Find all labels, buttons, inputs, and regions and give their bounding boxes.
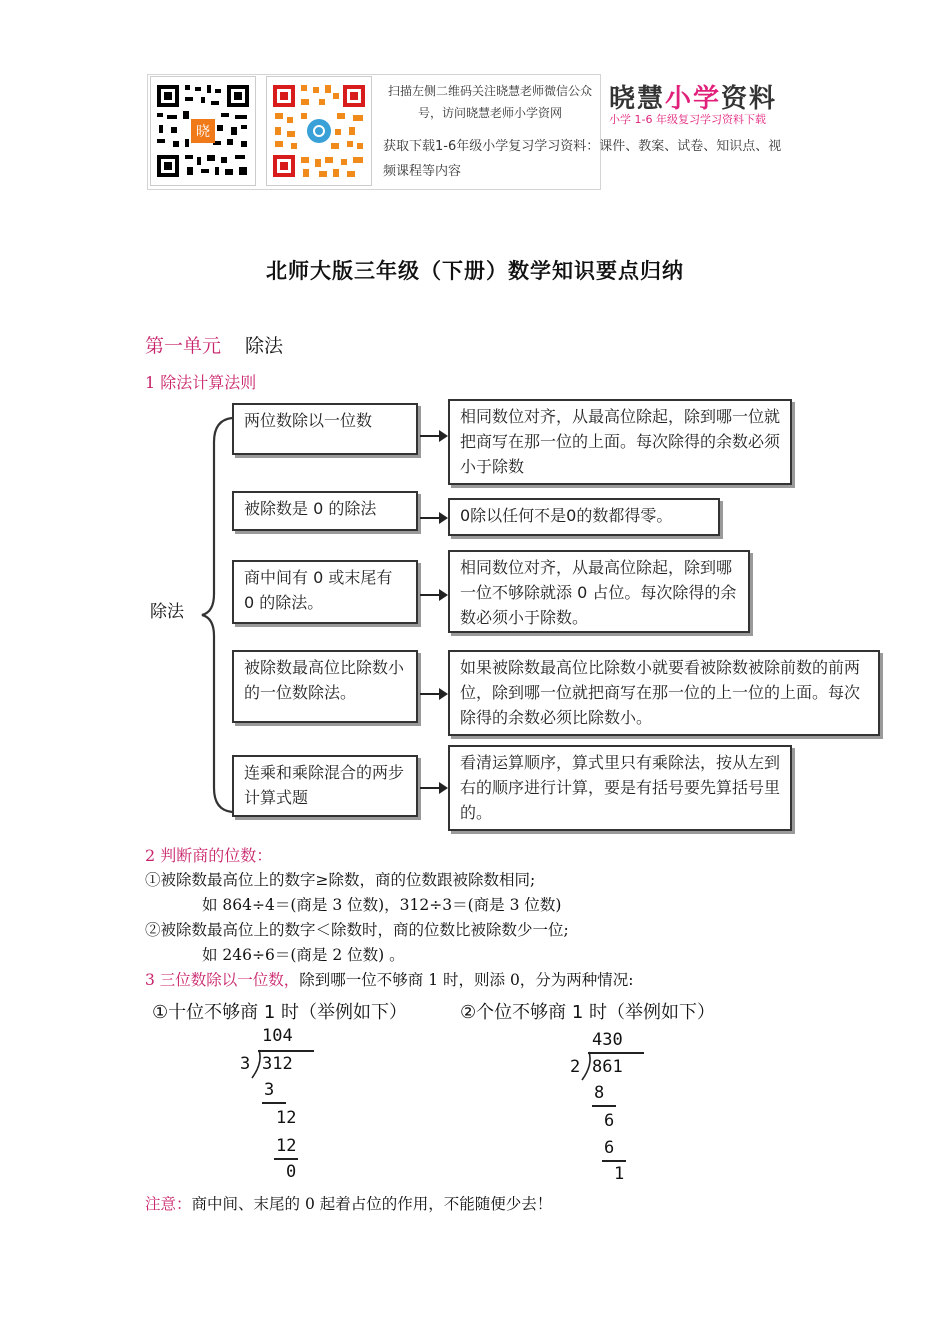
- case2-step3: 6: [604, 1138, 615, 1158]
- case1-quotient: 104: [262, 1026, 293, 1046]
- rule-topic-2: 被除数是 0 的除法: [232, 491, 418, 531]
- section2-heading: 2 判断商的位数：: [145, 846, 273, 865]
- qr-code-wechat: [150, 76, 256, 186]
- case2-step2: 6: [604, 1111, 615, 1131]
- arrow-5: [420, 787, 446, 789]
- diagram-root-label: 除法: [150, 602, 184, 622]
- rule-detail-4: 如果被除数最高位比除数小就要看被除数被除前数的前两位，除到哪一位就把商写在那一位的上一位的上面。每次除得的余数必须比除数小。: [448, 650, 880, 736]
- case1-step4: 0: [286, 1162, 297, 1182]
- case2-step1: 8: [594, 1083, 605, 1103]
- section3-line: [145, 968, 634, 990]
- quotient-example-2: 如 246÷6＝(商是 2 位数) 。: [202, 946, 405, 964]
- case1-step1: 3: [264, 1080, 275, 1100]
- section3-text: 除到哪一位不够商 1 时，则添 0，分为两种情况:: [299, 971, 634, 989]
- unit-label: 第一单元: [145, 335, 222, 357]
- case2-title: ②个位不够商 1 时（举例如下）: [460, 1002, 716, 1023]
- case2-bar: [588, 1052, 644, 1054]
- brand-logo-part3: 资料: [721, 84, 778, 114]
- note-line: [145, 1192, 552, 1214]
- rule-topic-5: 连乘和乘除混合的两步计算式题: [232, 755, 418, 817]
- case2-line1: [592, 1105, 616, 1107]
- quotient-example-1: 如 864÷4＝(商是 3 位数)，312÷3＝(商是 3 位数): [202, 896, 562, 914]
- case1-bar: [258, 1050, 314, 1052]
- rule-topic-3: 商中间有 0 或末尾有 0 的除法。: [232, 560, 418, 624]
- case1-dividend: 312: [262, 1054, 293, 1074]
- case1-step3: 12: [276, 1136, 297, 1156]
- rule-detail-1: 相同数位对齐，从最高位除起，除到哪一位就把商写在那一位的上面。每次除得的余数必须小于除数: [448, 399, 792, 485]
- brand-logo-part2: 小学: [665, 84, 722, 114]
- unit-name: 除法: [245, 335, 284, 357]
- case2-quotient: 430: [592, 1030, 623, 1050]
- section1-heading: 1 除法计算法则: [145, 373, 257, 392]
- rule-detail-2: 0除以任何不是0的数都得零。: [448, 498, 720, 536]
- quotient-rule-2: ②被除数最高位上的数字＜除数时，商的位数比被除数少一位;: [145, 921, 569, 939]
- rule-detail-5: 看清运算顺序，算式里只有乘除法，按从左到右的顺序进行计算，要是有括号要先算括号里的。: [448, 745, 792, 831]
- qr-instruction: 扫描左侧二维码关注晓慧老师微信公众号，访问晓慧老师小学资网: [387, 84, 592, 120]
- qr-code-website: [266, 76, 372, 186]
- case2-divisor: 2: [570, 1057, 581, 1077]
- section3-heading: 3 三位数除以一位数，: [145, 971, 300, 989]
- arrow-3: [420, 594, 446, 596]
- case1-title: ①十位不够商 1 时（举例如下）: [152, 1002, 408, 1023]
- brand-logo-part1: 晓慧: [609, 84, 666, 114]
- unit-heading: [145, 331, 283, 358]
- qr-code-image: [151, 77, 255, 185]
- note-text: 商中间、末尾的 0 起着占位的作用，不能随便少去！: [191, 1195, 553, 1213]
- arrow-1: [420, 435, 446, 437]
- note-label: 注意：: [145, 1195, 192, 1213]
- brand-logo: [609, 78, 777, 115]
- arrow-4: [420, 693, 446, 695]
- page-title: 北师大版三年级（下册）数学知识要点归纳: [266, 258, 684, 283]
- arrow-2: [420, 517, 446, 519]
- quotient-rule-1: ①被除数最高位上的数字≥除数，商的位数跟被除数相同;: [145, 871, 536, 889]
- case1-line2: [274, 1158, 298, 1160]
- case1-divisor: 3: [240, 1054, 251, 1074]
- case1-step2: 12: [276, 1108, 297, 1128]
- case1-line1: [262, 1102, 286, 1104]
- rule-topic-1: 两位数除以一位数: [232, 403, 418, 455]
- qr-code-image-2: [267, 77, 371, 185]
- case2-step4: 1: [614, 1164, 625, 1184]
- qr-logo-glyph: 晓: [196, 124, 210, 140]
- case2-line2: [602, 1160, 626, 1162]
- download-note: 获取下载1-6年级小学复习学习资料：课件、教案、试卷、知识点、视频课程等内容: [383, 139, 782, 179]
- rule-topic-4: 被除数最高位比除数小的一位数除法。: [232, 650, 418, 723]
- case2-dividend: 861: [592, 1057, 623, 1077]
- rule-detail-3: 相同数位对齐，从最高位除起，除到哪一位不够除就添 0 占位。每次除得的余数必须小于除数。: [448, 550, 750, 633]
- brand-tagline: 小学 1-6 年级复习学习资料下载: [609, 113, 766, 126]
